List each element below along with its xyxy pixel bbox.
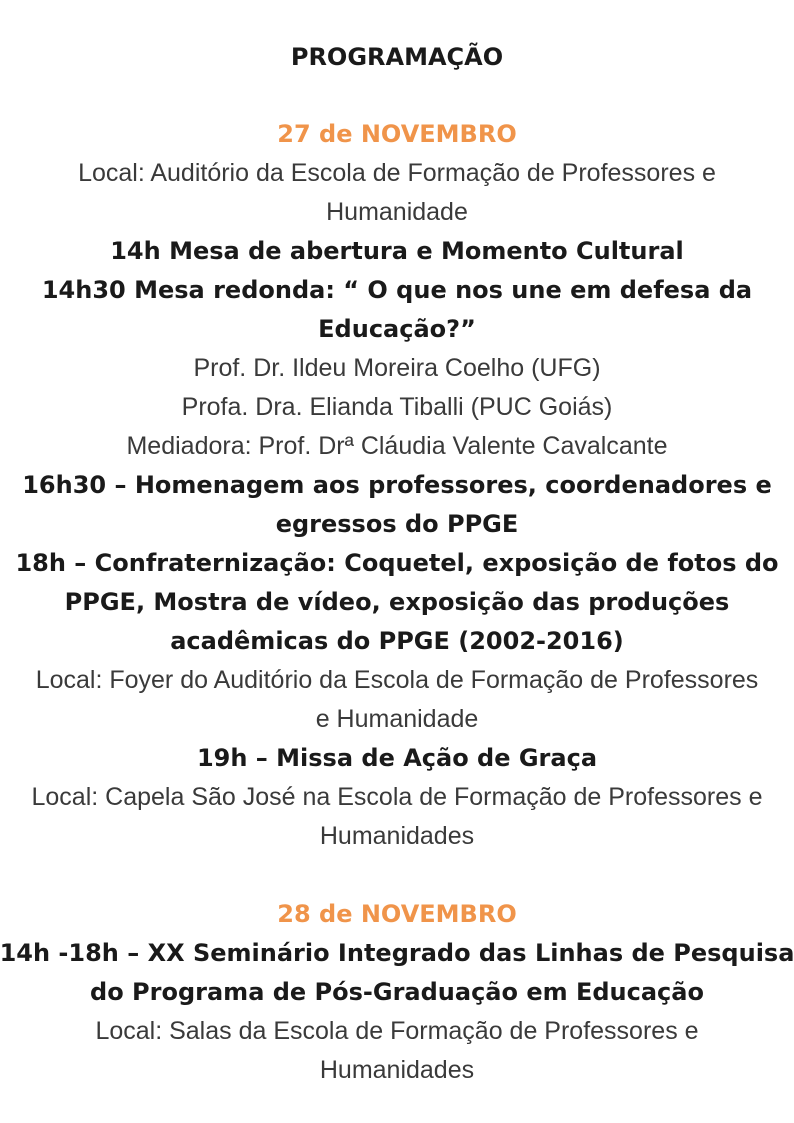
speaker-2: Profa. Dra. Elianda Tiballi (PUC Goiás) (181, 393, 613, 421)
day1-venue-line-2: Humanidade (326, 198, 468, 226)
celebration-line-2: PPGE, Mostra de vídeo, exposição das produções (64, 588, 730, 616)
celebration-line-1: 18h – Confraternização: Coquetel, exposição de fotos do (15, 549, 779, 577)
chapel-venue-line-1: Local: Capela São José na Escola de Formação de Professores e (31, 783, 763, 811)
day2-venue-line-2: Humanidades (319, 1056, 475, 1084)
day2-date: 28 de NOVEMBRO (277, 900, 517, 928)
day1-venue-line-1: Local: Auditório da Escola de Formação de Professores e (78, 159, 716, 187)
tribute-line-2: egressos do PPGE (275, 510, 519, 538)
tribute-line-1: 16h30 – Homenagem aos professores, coordenadores e (22, 471, 772, 499)
foyer-venue-line-2: e Humanidade (315, 705, 479, 733)
speaker-1: Prof. Dr. Ildeu Moreira Coelho (UFG) (193, 354, 601, 382)
foyer-venue-line-1: Local: Foyer do Auditório da Escola de Formação de Professores (35, 666, 759, 694)
seminar-line-2: do Programa de Pós-Graduação em Educação (90, 978, 704, 1006)
day1-date: 27 de NOVEMBRO (277, 120, 517, 148)
opening-session: 14h Mesa de abertura e Momento Cultural (110, 237, 684, 265)
round-table-line-2: Educação?” (318, 315, 476, 343)
mass-session: 19h – Missa de Ação de Graça (196, 744, 598, 772)
page-title: PROGRAMAÇÃO (290, 43, 504, 71)
chapel-venue-line-2: Humanidades (319, 822, 475, 850)
celebration-line-3: acadêmicas do PPGE (2002-2016) (170, 627, 624, 655)
day2-venue-line-1: Local: Salas da Escola de Formação de Professores e (95, 1017, 699, 1045)
seminar-line-1: 14h -18h – XX Seminário Integrado das Linhas de Pesquisa (0, 939, 794, 967)
round-table-line-1: 14h30 Mesa redonda: “ O que nos une em defesa da (41, 276, 753, 304)
moderator: Mediadora: Prof. Drª Cláudia Valente Cavalcante (126, 432, 668, 460)
